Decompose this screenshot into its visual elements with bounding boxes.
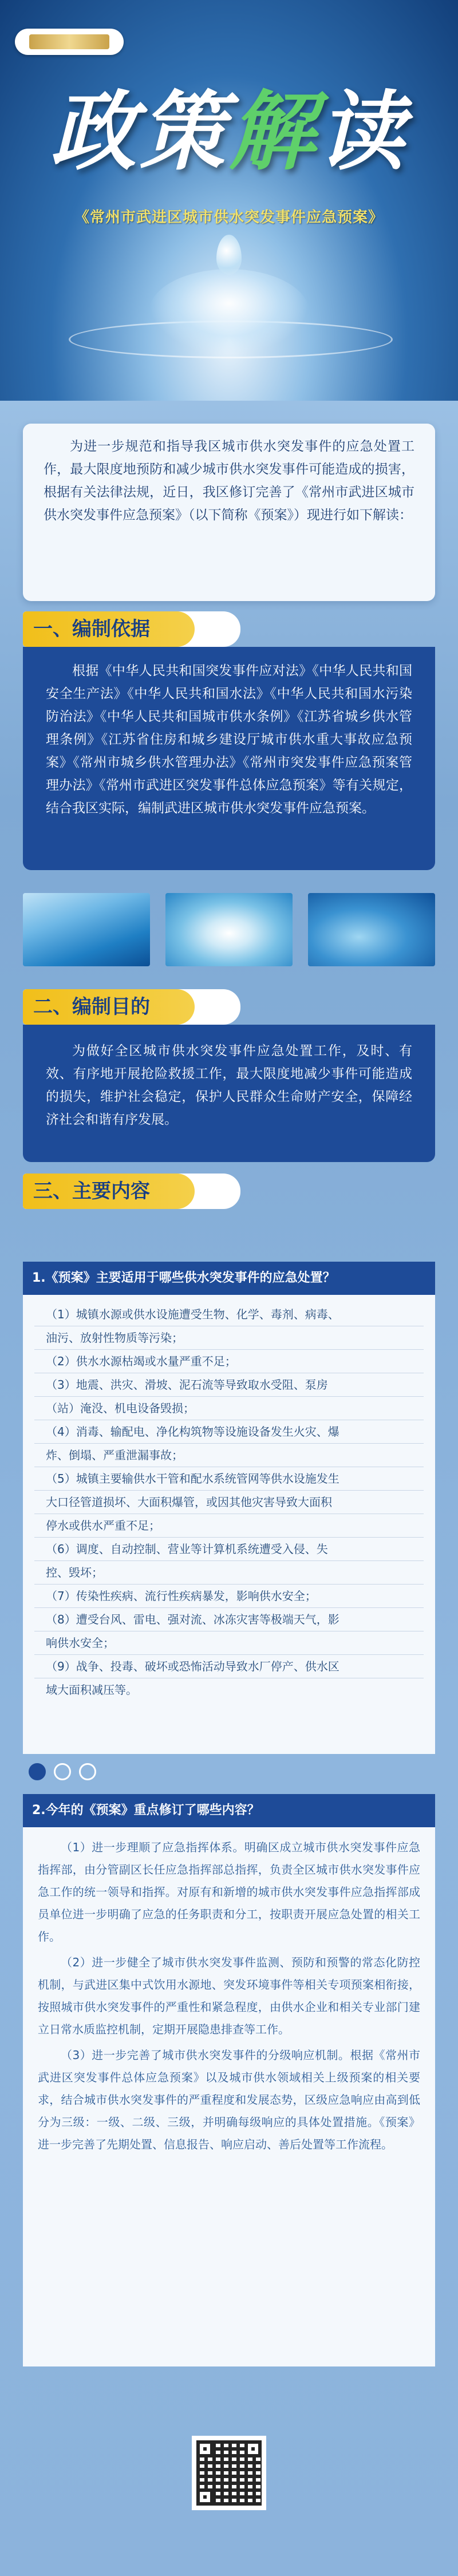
hero-banner [0, 0, 458, 401]
list-item: 响供水安全； [34, 1631, 424, 1655]
logo-emblem-icon [29, 34, 109, 49]
hero-subtitle: 《常州市武进区城市供水突发事件应急预案》 [74, 209, 384, 226]
q2-paragraph: （2）进一步健全了城市供水突发事件监测、预防和预警的常态化防控机制，与武进区集中式饮用水源地、突发环境事件等相关专项预案相衔接，按照城市供水突发事件的严重性和紧急程度，由供水企业和相关专业部门建立日常水质监控机制，定期开展隐患排查等工作。 [38, 1955, 420, 2036]
list-item: 炸、倒塌、严重泄漏事故； [34, 1444, 424, 1467]
q1-title: 1.《预案》主要适用于哪些供水突发事件的应急处置？ [23, 1262, 435, 1295]
list-item: （4）消毒、输配电、净化构筑物等设施设备发生火灾、爆 [34, 1420, 424, 1444]
list-item: 大口径管道损坏、大面积爆管，或因其他灾害导致大面积 [34, 1491, 424, 1514]
section-title-text: 二、编制目的 [33, 995, 150, 1018]
list-item: （5）城镇主要输供水干管和配水系统管网等供水设施发生 [34, 1467, 424, 1491]
hero-title [0, 81, 458, 182]
q2-paragraph: （1）进一步理顺了应急指挥体系。明确区成立城市供水突发事件应急指挥部，由分管副区长任应急指挥部总指挥，负责全区城市供水突发事件应急工作的统一领导和指挥。对原有和新增的城市供水突发事件应急指挥部成员单位进一步明确了应急的任务职责和分工，按职责开展应急处置的相关工作。 [38, 1840, 420, 1943]
pagination-dot[interactable] [29, 1763, 46, 1780]
section-title-basis [23, 611, 240, 647]
list-item: 停水或供水严重不足； [34, 1514, 424, 1538]
q1-card [23, 1262, 435, 1754]
qr-code-icon [196, 2440, 262, 2506]
pagination-dot[interactable] [54, 1763, 71, 1780]
section-title-purpose [23, 989, 240, 1025]
list-item: （2）供水水源枯竭或水量严重不足； [34, 1350, 424, 1373]
intro-text: 为进一步规范和指导我区城市供水突发事件的应急处置工作，最大限度地预防和减少城市供水突发事件可能造成的损害，根据有关法律法规，近日，我区修订完善了《常州市武进区城市供水突发事件应急预案》（以下简称《预案》）现进行如下解读： [44, 439, 414, 523]
pagination-dot[interactable] [79, 1763, 96, 1780]
intro-card [23, 424, 435, 601]
q1-list [23, 1295, 435, 1707]
q2-title: 2.今年的《预案》重点修订了哪些内容？ [23, 1794, 435, 1827]
purpose-card [23, 1025, 435, 1162]
logo-badge [15, 29, 124, 55]
list-item: （3）地震、洪灾、滑坡、泥石流等导致取水受阻、泵房 [34, 1373, 424, 1397]
basis-card [23, 647, 435, 870]
section-title-text: 三、主要内容 [33, 1180, 150, 1203]
basis-text: 根据《中华人民共和国突发事件应对法》《中华人民共和国安全生产法》《中华人民共和国水法》《中华人民共和国水污染防治法》《中华人民共和国城市供水条例》《江苏省城乡供水管理条例》《江苏省住房和城乡建设厅城市供水重大事故应急预案》《常州市城乡供水管理办法》《常州市突发事件应急预案管理办法》《常州市武进区突发事件总体应急预案》等有关规定，结合我区实际，编制武进区城市供水突发事件应急预案。 [46, 663, 412, 816]
section-title-text: 一、编制依据 [33, 618, 150, 641]
list-item: （9）战争、投毒、破坏或恐怖活动导致水厂停产、供水区 [34, 1655, 424, 1678]
list-item: 控、毁坏； [34, 1561, 424, 1585]
list-item: 油污、放射性物质等污染； [34, 1326, 424, 1350]
pagination-dots [29, 1763, 96, 1780]
water-photo [23, 893, 150, 966]
list-item: （8）遭受台风、雷电、强对流、冰冻灾害等极端天气，影 [34, 1608, 424, 1631]
hero-title-part3: 读 [318, 81, 408, 182]
list-item: （站）淹没、机电设备毁损； [34, 1397, 424, 1420]
q2-body [23, 1827, 435, 2168]
hero-title-part1: 政策 [50, 81, 229, 182]
water-splash [149, 269, 309, 355]
list-item: （7）传染性疾病、流行性疾病暴发，影响供水安全； [34, 1585, 424, 1608]
photo-strip [23, 893, 435, 966]
q2-paragraph: （3）进一步完善了城市供水突发事件的分级响应机制。根据《常州市武进区突发事件总体应急预案》以及城市供水领域相关上级预案的相关要求，结合城市供水突发事件的严重程度和发展态势，区级应急响应由高到低分为三级：一级、二级、三级，并明确每级响应的具体处置措施。《预案》进一步完善了先期处置、信息报告、响应启动、善后处置等工作流程。 [38, 2048, 420, 2151]
q2-card [23, 1794, 435, 2366]
water-photo [165, 893, 293, 966]
section-title-content [23, 1174, 240, 1209]
qr-code[interactable] [192, 2436, 266, 2510]
list-item: （1）城镇水源或供水设施遭受生物、化学、毒剂、病毒、 [34, 1303, 424, 1326]
water-photo [308, 893, 435, 966]
list-item: （6）调度、自动控制、营业等计算机系统遭受入侵、失 [34, 1538, 424, 1561]
purpose-text: 为做好全区城市供水突发事件应急处置工作，及时、有效、有序地开展抢险救援工作，最大限度地减少事件可能造成的损失，维护社会稳定，保护人民群众生命财产安全，保障经济社会和谐有序发展。 [46, 1044, 412, 1127]
list-item: 域大面积减压等。 [46, 1683, 137, 1697]
water-drop-icon [216, 235, 242, 275]
hero-title-part2: 解 [228, 81, 318, 182]
